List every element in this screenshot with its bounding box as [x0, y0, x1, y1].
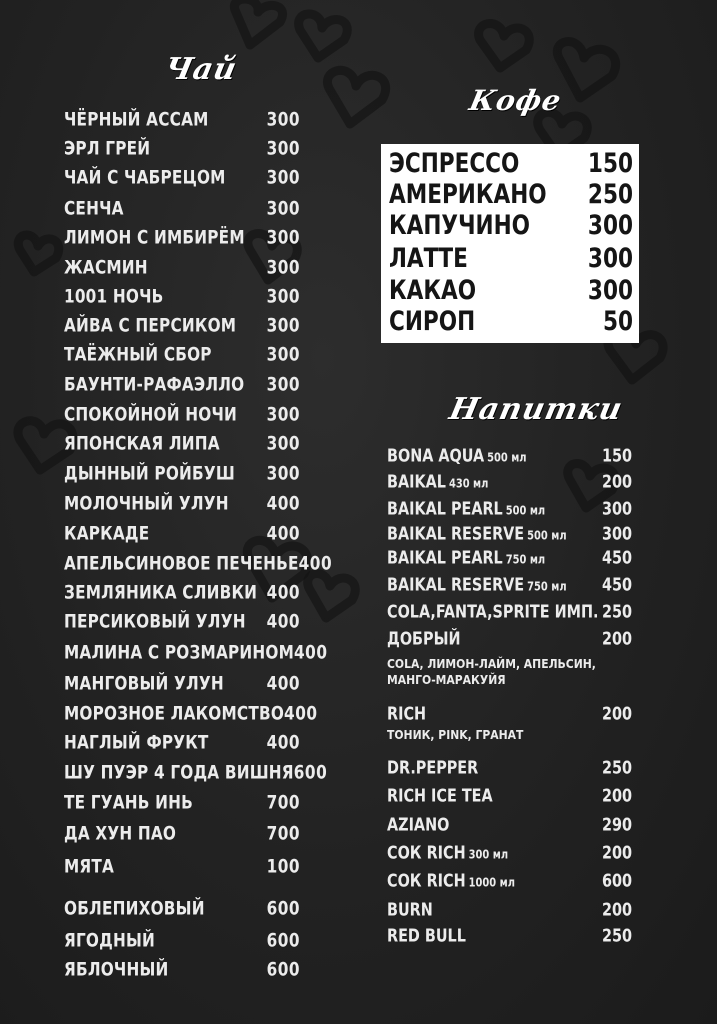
drink-item-price: 250 [601, 924, 632, 946]
drink-item-price: 250 [601, 756, 632, 778]
tea-item [64, 282, 300, 311]
drink-item [387, 521, 632, 545]
drink-item-volume: 750 мл [505, 552, 546, 567]
drink-item [387, 755, 632, 779]
drink-item-name: ДОБРЫЙ [387, 627, 461, 649]
coffee-item-price: 300 [587, 274, 633, 306]
coffee-item-name: ЛАТТЕ [389, 242, 468, 274]
tea-item [64, 519, 300, 548]
tea-item [64, 459, 300, 488]
tea-item-name: ЭРЛ ГРЕЙ [64, 137, 151, 161]
coffee-item [389, 274, 633, 307]
tea-item [64, 400, 300, 429]
drink-item-name: СОК RICH [387, 869, 466, 891]
drink-item-price: 290 [601, 813, 632, 835]
tea-item-price: 600 [266, 929, 300, 953]
heart-doodle-icon [479, 24, 530, 68]
drink-item-volume: 300 мл [468, 847, 509, 862]
tea-item-price: 700 [266, 791, 300, 815]
tea-item-name: ЧАЙ С ЧАБРЕЦОМ [64, 166, 226, 190]
drink-item-label [387, 757, 481, 778]
tea-item-price: 400 [266, 581, 300, 605]
coffee-item-price: 50 [602, 305, 633, 337]
coffee-item [389, 209, 633, 242]
drink-item-name: AZIANO [387, 813, 450, 835]
drink-item-label [387, 498, 545, 519]
tea-item-price: 300 [266, 166, 300, 190]
tea-item-name: БАУНТИ-РАФАЭЛЛО [64, 373, 245, 397]
drink-item-label [387, 899, 436, 920]
tea-item-name: ПЕРСИКОВЫЙ УЛУН [64, 610, 246, 634]
drink-item-flavors: МАНГО-МАРАКУЙЯ [387, 673, 506, 687]
tea-item-name: МОЛОЧНЫЙ УЛУН [64, 492, 229, 516]
tea-item-price: 400 [284, 702, 318, 726]
drink-item-name: RICH ICE TEA [387, 784, 493, 806]
drink-item-volume: 500 мл [505, 503, 546, 518]
tea-item-price: 300 [266, 343, 300, 367]
drink-item [387, 599, 632, 623]
tea-item-name: ЯБЛОЧНЫЙ [64, 958, 169, 982]
drink-item-volume: 1000 мл [468, 875, 515, 890]
coffee-item [389, 147, 633, 180]
coffee-price-box [381, 144, 639, 343]
tea-item-name: ДА ХУН ПАО [64, 822, 177, 846]
tea-item [64, 728, 300, 757]
tea-item-price: 300 [266, 226, 300, 250]
drink-item-name: COLA,FANTA,SPRITE ИМП. [387, 600, 599, 622]
tea-item [64, 578, 300, 607]
tea-item [64, 549, 333, 578]
tea-item-price: 600 [266, 958, 300, 982]
heart-doodle-icon [327, 70, 385, 124]
drink-item-name: BAIKAL PEARL [387, 497, 503, 519]
tea-item [64, 340, 300, 369]
tea-item-price: 400 [266, 672, 300, 696]
drink-item-name: BURN [387, 898, 433, 920]
tea-item-price: 400 [266, 731, 300, 755]
drink-item-label [387, 925, 469, 946]
tea-section-title: Чай [161, 52, 241, 87]
drink-item-price: 200 [601, 470, 632, 492]
tea-item [64, 852, 300, 881]
drink-item-label [387, 445, 527, 466]
drink-item [387, 443, 632, 467]
drink-item [387, 545, 632, 569]
tea-item-price: 300 [266, 314, 300, 338]
drink-item [387, 840, 632, 864]
tea-item-name: ДЫННЫЙ РОЙБУШ [64, 462, 235, 486]
drink-item-price: 450 [601, 546, 632, 568]
drink-item-name: DR.PEPPER [387, 756, 479, 778]
drink-item-flavors: ТОНИК, PINK, ГРАНАТ [387, 728, 524, 742]
tea-item-name: НАГЛЫЙ ФРУКТ [64, 731, 209, 755]
drink-item-label [387, 785, 496, 806]
tea-item [64, 253, 300, 282]
drink-item-label [387, 574, 567, 595]
drink-item [387, 923, 632, 947]
tea-item [64, 105, 300, 134]
drink-item-price: 200 [601, 841, 632, 863]
tea-item [64, 223, 300, 252]
drink-item-flavors: COLA, ЛИМОН-ЛАЙМ, АПЕЛЬСИН, [387, 657, 596, 671]
coffee-item-name: ЭСПРЕССО [389, 147, 520, 179]
tea-item-name: ТАЁЖНЫЙ СБОР [64, 343, 212, 367]
tea-item-name: СПОКОЙНОЙ НОЧИ [64, 403, 237, 427]
drink-item [387, 496, 632, 520]
tea-item [64, 894, 300, 923]
drink-item [387, 812, 632, 836]
tea-item-name: ЖАСМИН [64, 256, 148, 280]
drink-item [387, 572, 632, 596]
tea-item-name: ТЕ ГУАНЬ ИНЬ [64, 791, 194, 815]
drink-item-name: BAIKAL RESERVE [387, 573, 525, 595]
drink-item-label [387, 601, 601, 622]
tea-item-price: 300 [266, 285, 300, 309]
drink-item [387, 897, 632, 921]
tea-item-price: 300 [266, 373, 300, 397]
tea-item [64, 311, 300, 340]
drink-item-price: 300 [601, 522, 632, 544]
drink-item [387, 783, 632, 807]
drink-item-volume: 750 мл [527, 579, 567, 594]
coffee-item [389, 178, 633, 211]
coffee-item-price: 300 [587, 242, 633, 274]
drink-item-volume: 500 мл [487, 450, 527, 465]
tea-item-name: ЧЁРНЫЙ АССАМ [64, 108, 209, 132]
heart-doodle-icon [18, 235, 58, 272]
drink-item-price: 600 [601, 869, 632, 891]
tea-item [64, 370, 300, 399]
tea-item-price: 400 [266, 610, 300, 634]
tea-item-price: 400 [266, 522, 300, 546]
drink-item-price: 450 [601, 573, 632, 595]
coffee-item-price: 300 [587, 209, 633, 241]
tea-item-price: 600 [266, 897, 300, 921]
tea-item [64, 429, 300, 458]
drink-item-price: 200 [601, 702, 632, 724]
heart-doodle-icon [234, 0, 282, 45]
drink-item-price: 250 [601, 600, 632, 622]
drink-item-name: BONA AQUA [387, 444, 485, 466]
tea-item-name: ЗЕМЛЯНИКА СЛИВКИ [64, 581, 258, 605]
coffee-item-name: КАПУЧИНО [389, 209, 531, 241]
drink-item [387, 701, 632, 725]
tea-item-price: 300 [266, 197, 300, 221]
coffee-section-title: Кофе [466, 84, 565, 117]
drink-item-price: 150 [601, 444, 632, 466]
drink-item-name: BAIKAL PEARL [387, 546, 503, 568]
tea-item [64, 955, 300, 984]
drink-item [387, 626, 632, 650]
coffee-item [389, 242, 633, 275]
drink-item-label [387, 523, 567, 544]
tea-item-price: 100 [266, 855, 300, 879]
drink-item-name: BAIKAL RESERVE [387, 522, 525, 544]
tea-item [64, 669, 300, 698]
tea-item [64, 926, 300, 955]
drinks-section-title: Напитки [446, 392, 626, 427]
drink-item-label [387, 547, 545, 568]
tea-item-name: КАРКАДЕ [64, 522, 150, 546]
tea-item-price: 300 [266, 108, 300, 132]
tea-item-name: ОБЛЕПИХОВЫЙ [64, 897, 205, 921]
drink-item-label [387, 814, 452, 835]
tea-item [64, 819, 300, 848]
tea-item-name: МАНГОВЫЙ УЛУН [64, 672, 224, 696]
tea-item-name: ЯПОНСКАЯ ЛИПА [64, 432, 220, 456]
tea-item [64, 788, 300, 817]
tea-item [64, 163, 300, 192]
drink-item-price: 300 [601, 497, 632, 519]
drink-item-label [387, 628, 464, 649]
drink-item-label [387, 471, 488, 492]
tea-item-name: ЯГОДНЫЙ [64, 929, 155, 953]
coffee-item-name: АМЕРИКАНО [389, 178, 547, 210]
coffee-item-price: 250 [587, 178, 633, 210]
tea-item-price: 400 [266, 492, 300, 516]
heart-doodle-icon [299, 14, 348, 58]
drink-item-label [387, 703, 429, 724]
tea-item [64, 758, 328, 787]
drink-item-volume: 430 мл [448, 476, 489, 491]
drink-item-label [387, 870, 515, 891]
drink-item-label [387, 842, 508, 863]
tea-item-name: МОРОЗНОЕ ЛАКОМСТВО [64, 702, 285, 726]
tea-item-name: ШУ ПУЭР 4 ГОДА ВИШНЯ [64, 761, 294, 785]
tea-item [64, 699, 318, 728]
tea-item-name: МЯТА [64, 855, 115, 879]
drink-item-name: BAIKAL [387, 470, 446, 492]
coffee-item [389, 305, 633, 338]
drink-item [387, 469, 632, 493]
tea-item-price: 400 [298, 552, 333, 576]
drink-item-price: 200 [601, 784, 632, 806]
tea-item-name: 1001 НОЧЬ [64, 285, 164, 309]
tea-item-name: АЙВА С ПЕРСИКОМ [64, 314, 237, 338]
tea-item-price: 600 [293, 761, 328, 785]
drink-item-name: СОК RICH [387, 841, 466, 863]
coffee-item-name: КАКАО [389, 274, 477, 306]
tea-item [64, 134, 300, 163]
tea-item-price: 700 [266, 822, 300, 846]
tea-item [64, 638, 328, 667]
drink-item-price: 200 [601, 898, 632, 920]
tea-item-name: АПЕЛЬСИНОВОЕ ПЕЧЕНЬЕ [64, 552, 299, 576]
tea-item-name: ЛИМОН С ИМБИРЁМ [64, 226, 245, 250]
tea-item-price: 300 [266, 256, 300, 280]
drink-item-price: 200 [601, 627, 632, 649]
tea-item-price: 300 [266, 137, 300, 161]
drink-item-name: RED BULL [387, 924, 466, 946]
coffee-item-name: СИРОП [389, 305, 476, 337]
tea-item-price: 300 [266, 403, 300, 427]
tea-item-price: 300 [266, 462, 300, 486]
drink-item-volume: 500 мл [527, 528, 567, 543]
tea-item-price: 300 [266, 432, 300, 456]
tea-item [64, 607, 300, 636]
tea-item-name: СЕНЧА [64, 197, 124, 221]
drink-item [387, 868, 632, 892]
tea-item-price: 400 [294, 641, 328, 665]
heart-doodle-icon [557, 42, 615, 98]
tea-item [64, 194, 300, 223]
tea-item [64, 489, 300, 518]
drink-item-name: RICH [387, 702, 427, 724]
tea-item-name: МАЛИНА С РОЗМАРИНОМ [64, 641, 295, 665]
heart-doodle-icon [308, 574, 356, 618]
coffee-item-price: 150 [587, 147, 633, 179]
